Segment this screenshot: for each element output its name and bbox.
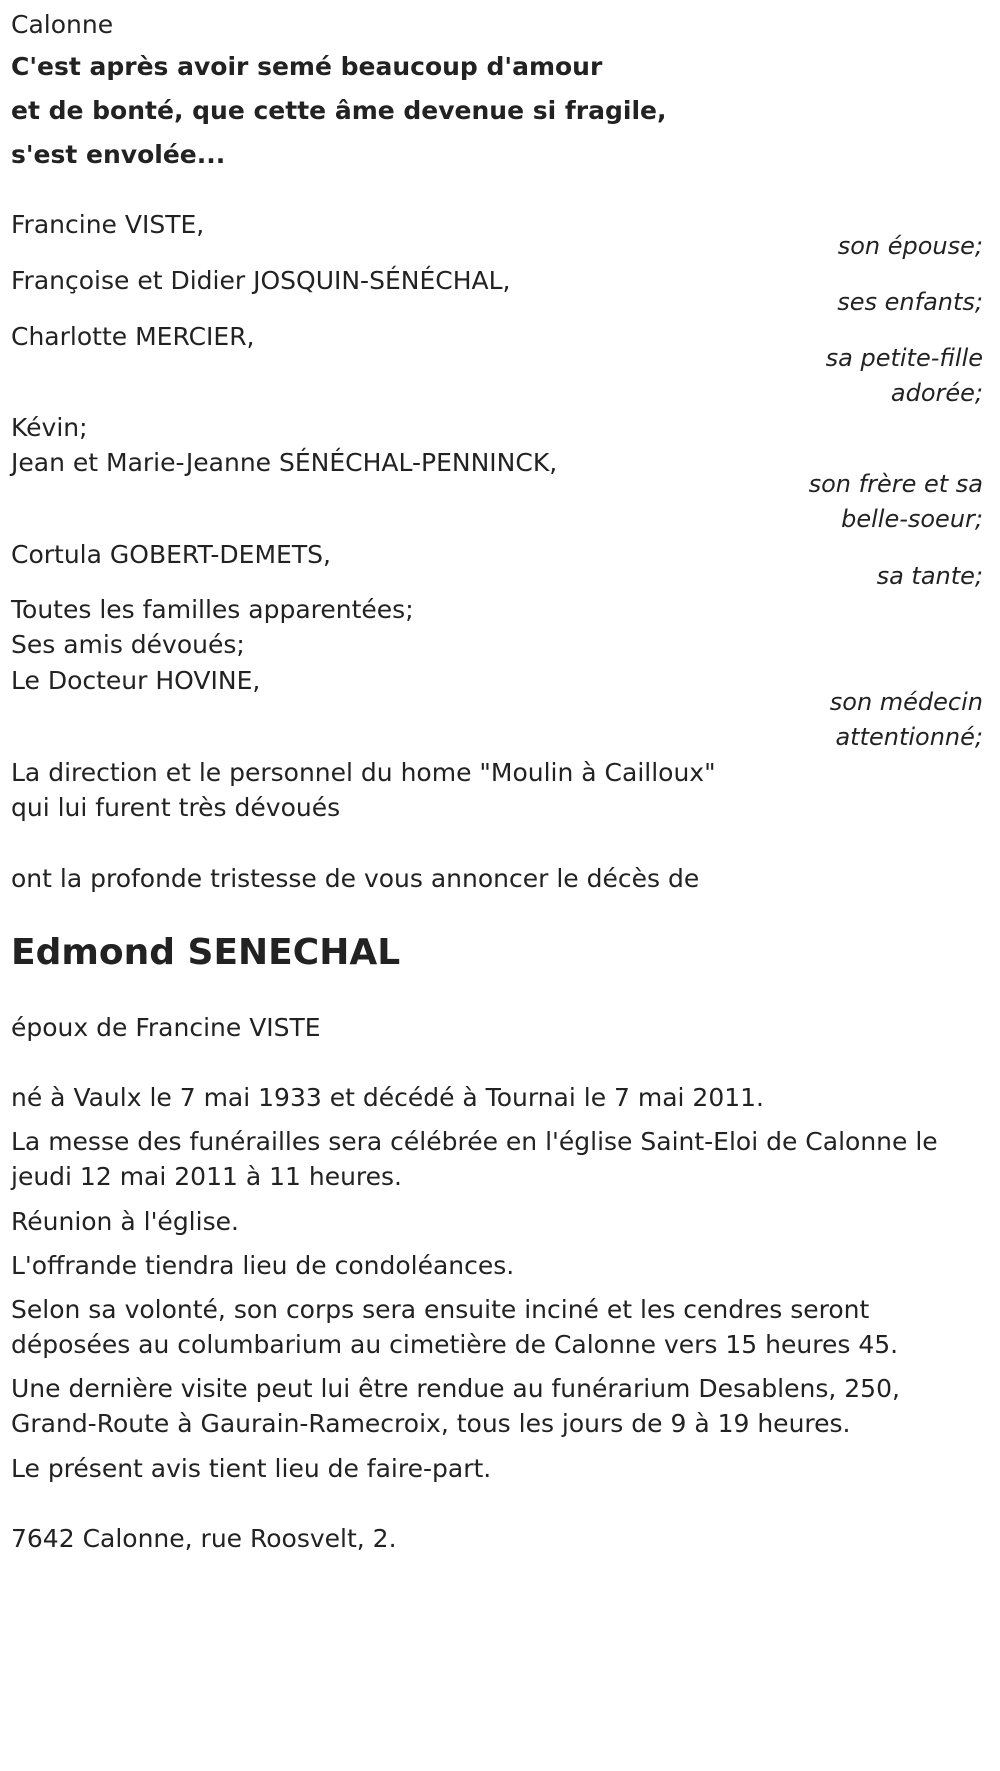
detail-line: Le présent avis tient lieu de faire-part.	[11, 1454, 492, 1483]
family-role: attentionné;	[835, 723, 983, 751]
detail-line: La messe des funérailles sera célébrée en l'église Saint-Eloi de Calonne le	[11, 1127, 938, 1156]
family-member: Francine VISTE,	[11, 210, 205, 239]
detail-line: Une dernière visite peut lui être rendue au funérarium Desablens, 250,	[11, 1374, 900, 1403]
family-member: Ses amis dévoués;	[11, 630, 245, 659]
direction-line: qui lui furent très dévoués	[11, 793, 341, 822]
detail-line: Réunion à l'église.	[11, 1207, 239, 1236]
address: 7642 Calonne, rue Roosvelt, 2.	[11, 1524, 397, 1553]
family-role: ses enfants;	[837, 288, 983, 316]
detail-line: déposées au columbarium au cimetière de Calonne vers 15 heures 45.	[11, 1330, 899, 1359]
family-member: Toutes les familles apparentées;	[11, 595, 414, 624]
family-member: Le Docteur HOVINE,	[11, 666, 261, 695]
announcement: ont la profonde tristesse de vous annoncer le décès de	[11, 864, 700, 893]
deceased-name: Edmond SENECHAL	[11, 932, 401, 973]
family-role: belle-soeur;	[841, 505, 983, 533]
detail-line: Grand-Route à Gaurain-Ramecroix, tous les jours de 9 à 19 heures.	[11, 1409, 851, 1438]
family-member: Cortula GOBERT-DEMETS,	[11, 540, 331, 569]
family-member: Françoise et Didier JOSQUIN-SÉNÉCHAL,	[11, 266, 511, 295]
intro-line-3: s'est envolée...	[11, 140, 226, 169]
spouse-line: époux de Francine VISTE	[11, 1013, 321, 1042]
detail-line: jeudi 12 mai 2011 à 11 heures.	[11, 1162, 403, 1191]
family-member: Kévin;	[11, 413, 88, 442]
family-role: adorée;	[890, 379, 983, 407]
family-role: sa petite-fille	[825, 344, 983, 372]
family-role: son médecin	[829, 688, 983, 716]
detail-line: L'offrande tiendra lieu de condoléances.	[11, 1251, 515, 1280]
family-member: Charlotte MERCIER,	[11, 322, 255, 351]
intro-line-1: C'est après avoir semé beaucoup d'amour	[11, 52, 603, 81]
family-member: Jean et Marie-Jeanne SÉNÉCHAL-PENNINCK,	[11, 448, 558, 477]
direction-line: La direction et le personnel du home "Moulin à Cailloux"	[11, 758, 716, 787]
family-role: son frère et sa	[808, 470, 983, 498]
detail-line: né à Vaulx le 7 mai 1933 et décédé à Tournai le 7 mai 2011.	[11, 1083, 765, 1112]
family-role: son épouse;	[837, 232, 983, 260]
detail-line: Selon sa volonté, son corps sera ensuite inciné et les cendres seront	[11, 1295, 870, 1324]
family-role: sa tante;	[876, 562, 983, 590]
intro-line-2: et de bonté, que cette âme devenue si fragile,	[11, 96, 667, 125]
location: Calonne	[11, 10, 114, 39]
